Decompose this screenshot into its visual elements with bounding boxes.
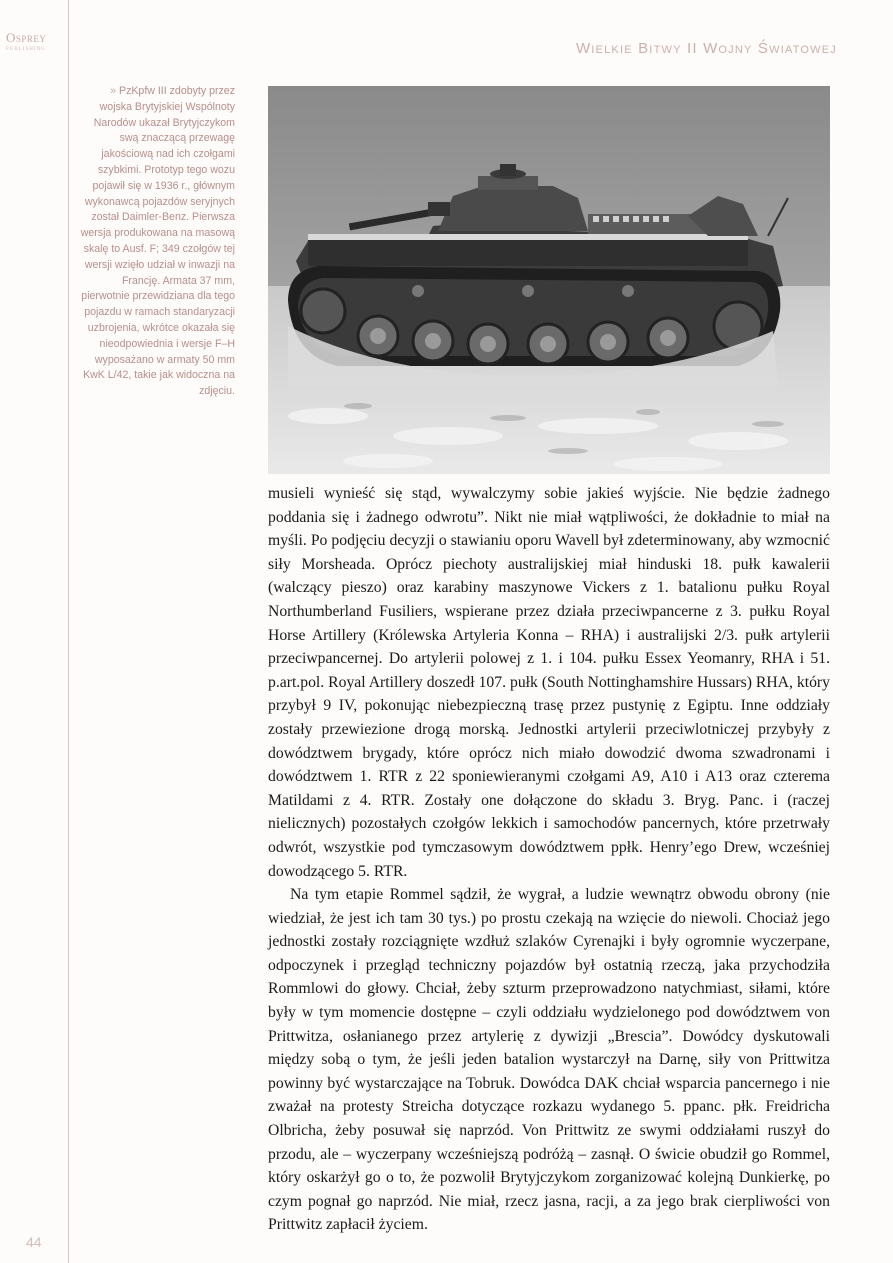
running-title: Wielkie Bitwy II Wojny Światowej <box>575 40 837 57</box>
publisher-logo <box>6 30 64 52</box>
page-number: 44 <box>26 1234 42 1250</box>
tank-illustration <box>268 86 830 474</box>
margin-rule <box>68 0 69 1263</box>
body-text <box>268 482 830 1237</box>
paragraph-2: Na tym etapie Rommel sądził, że wygrał, a ludzie wewnątrz obwodu obrony (nie wiedział, że jest ich tam 30 tys.) po prostu czekają na wzięcie do niewoli. Chociaż jego jednostki zostały rozciągnięte wzdłuż szlaków Cyrenajki i były ogromnie wyczerpane, odpoczynek i przegląd techniczny pojazdów był ostatnią rzeczą, jaka przychodziła Rommlowi do głowy. Chciał, żeby szturm przeprowadzono natychmiast, siłami, które były w tym momencie dostępne – czyli oddziału wydzielonego pod dowództwem von Prittwitza, osłanianego przez artylerię z dywizji „Brescia”. Dowódcy dyskutowali między sobą o tym, że jeśli jeden batalion wystarczył na Darnę, siły von Prittwitza powinny być wystarczające na Tobruk. Dowódca DAK chciał wsparcia pancernego i nie zważał na protesty Streicha dotyczące rozkazu wydanego 5. ppanc. płk. Freidricha Olbricha, żeby posuwał się naprzód. Von Prittwitz ze swymi oddziałami ruszył do przodu, ale – wyczerpany wcześniejszą podróżą – zasnął. O świcie obudził go Rommel, który oskarżył go o to, że pozwolił Brytyjczykom zorganizować kolejną Dunkierkę, po czym pognał go naprzód. Nie miał, rzecz jasna, racji, a za jego brak cierpliwości von Prittwitz zapłacił życiem. <box>268 886 830 1234</box>
publisher-name: Osprey <box>6 30 47 45</box>
paragraph-1: musieli wynieść się stąd, wywalczymy sobie jakieś wyjście. Nie będzie żadnego poddania się i żadnego odwrotu”. Nikt nie miał wątpliwości, że dokładnie to miał na myśli. Po podjęciu decyzji o stawianiu oporu Wavell był zdeterminowany, aby wzmocnić siły Morsheada. Oprócz piechoty australijskiej miał hinduski 18. pułk kawalerii (walczący pieszo) oraz karabiny maszynowe Vickers z 1. batalionu pułku Royal Northumberland Fusiliers, wspierane przez działa przeciwpancerne z 3. pułku Royal Horse Artillery (Królewska Artyleria Konna – RHA) i australijski 2/3. pułk artylerii przeciwpancernej. Do artylerii polowej z 1. i 104. pułku Essex Yeomanry, RHA i 51. p.art.pol. Royal Artillery doszedł 107. pułk (South Nottinghamshire Hussars) RHA, który przybył 9 IV, pokonując niebezpieczną trasę przez pustynię z Egiptu. Inne oddziały zostały przewiezione drogą morską. Jednostki artylerii przeciwlotniczej przybyły z dowództwem brygady, które oprócz nich miało dowodzić dwoma szwadronami i dowództwem 1. RTR z 22 sponiewieranymi czołgami A9, A10 i A13 oraz czterema Matildami z 4. RTR. Zostały one dołączone do składu 3. Bryg. Panc. i (raczej nielicznych) pozostałych czołgów lekkich i samochodów pancernych, które przetrwały odwrót, wszystkie pod tymczasowym dowództwem ppłk. Henry’ego Drew, wcześniej dowodzącego 5. RTR. <box>268 485 830 880</box>
publisher-sub: PUBLISHING <box>6 47 46 52</box>
tank-photo <box>268 86 830 474</box>
photo-caption <box>78 84 235 400</box>
caption-text: PzKpfw III zdobyty przez wojska Brytyjskiej Wspólnoty Narodów ukazał Brytyjczykom swą znaczącą przewagę jakościową nad ich czołgami szybkimi. Prototyp tego wozu pojawił się w 1936 r., głównym wykonawcą pojazdów seryjnych został Daimler-Benz. Pierwsza wersja produkowana na masową skalę to Ausf. F; 349 czołgów tej wersji wzięło udział w inwazji na Francję. Armata 37 mm, pierwotnie przewidziana dla tego pojazdu w ramach standaryzacji uzbrojenia, wkrótce okazała się nieodpowiednia i wersje F–H wyposażano w armaty 50 mm KwK L/42, takie jak widoczna na zdjęciu. <box>80 85 235 398</box>
caption-bullet: » <box>110 85 117 97</box>
